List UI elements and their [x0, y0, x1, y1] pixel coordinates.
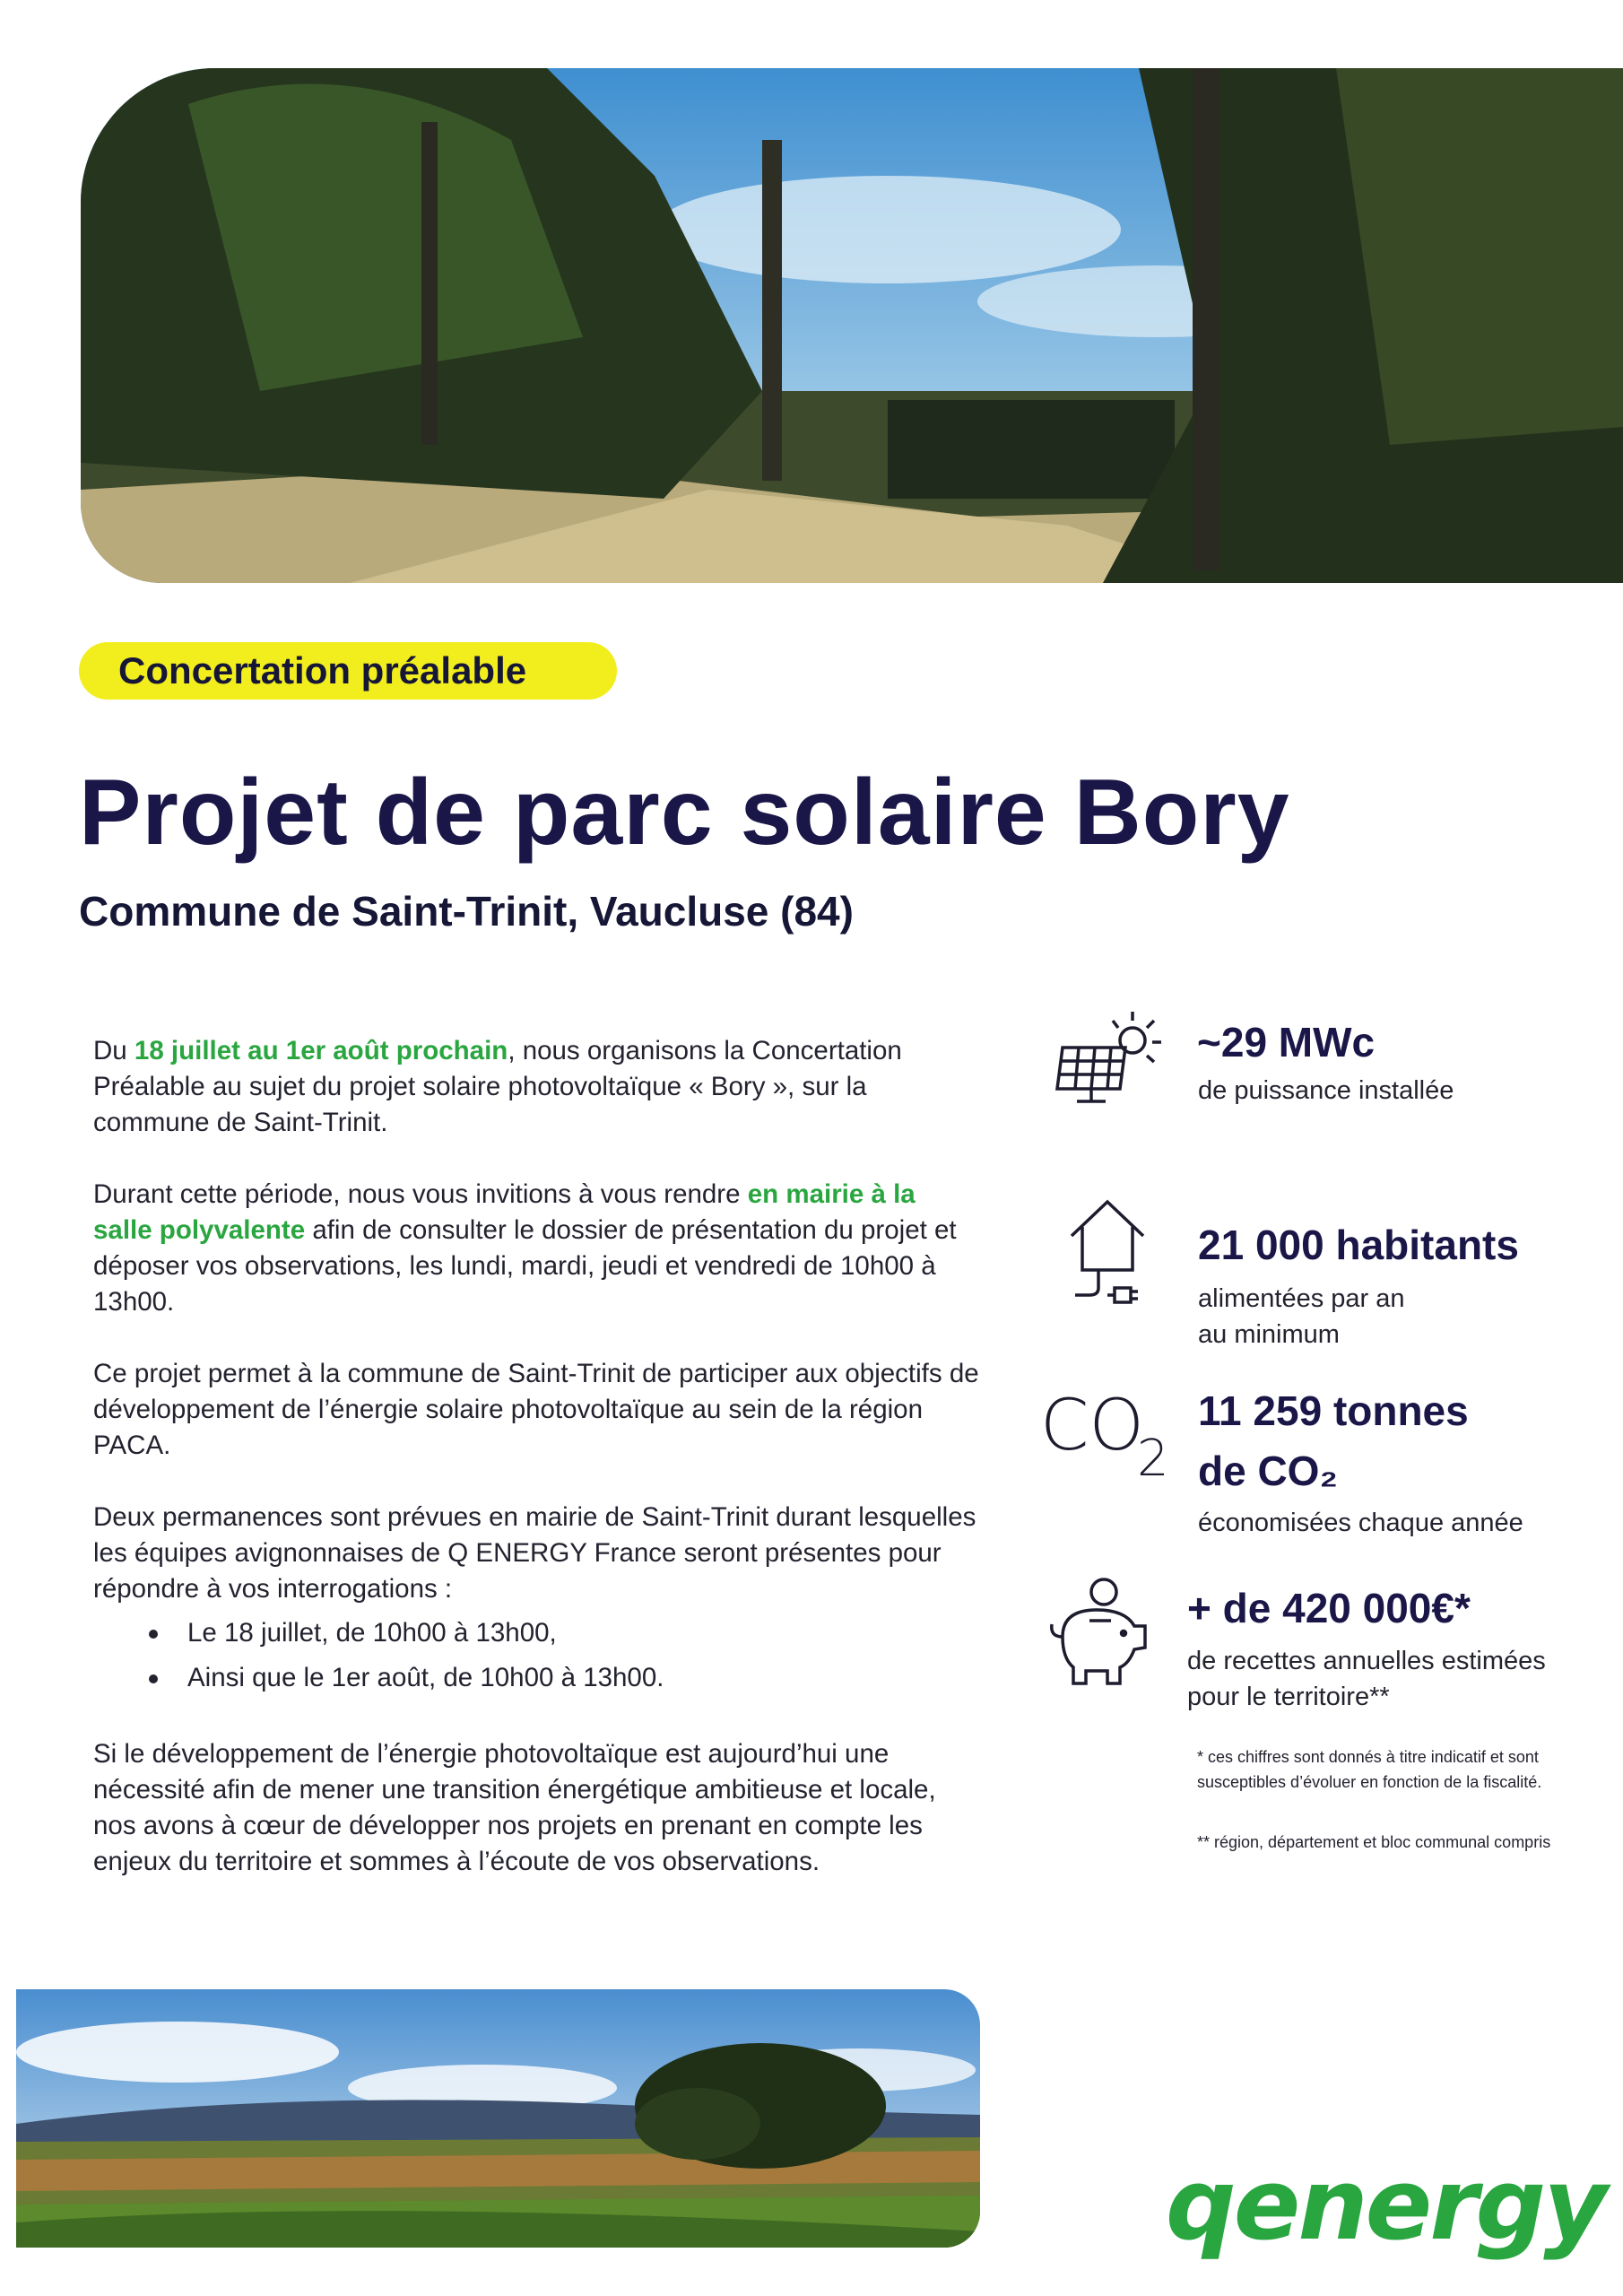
house-plug-icon: [1063, 1193, 1152, 1305]
body-text: [93, 1033, 981, 1916]
permanence-list: [93, 1611, 981, 1700]
hero-photo: [81, 68, 1623, 583]
highlight-location: en mairie à la salle polyvalente: [93, 1179, 916, 1245]
qenergy-logo: qenergy: [1166, 2147, 1605, 2262]
stat-homes-label-line2: au minimum: [1198, 1320, 1340, 1349]
paragraph-dates: Du 18 juillet au 1er août prochain, nous organisons la Concertation Préalable au sujet du projet solaire photovoltaïque « Bory », sur la commune de Saint-Trinit.: [93, 1036, 902, 1137]
page-subtitle: Commune de Saint-Trinit, Vaucluse (84): [79, 888, 854, 935]
paragraph-conclusion: Si le développement de l’énergie photovoltaïque est aujourd’hui une nécessité afin de mener une transition énergétique ambitieuse et locale, nos avons à cœur de développer nos projets en prenant en compte les enjeux du territoire et sommes à l’écoute de vos observations.: [93, 1739, 936, 1876]
list-item: Ainsi que le 1er août, de 10h00 à 13h00.: [93, 1656, 981, 1700]
stat-co2-label: économisées chaque année: [1198, 1509, 1523, 1537]
paragraph-objectives: Ce projet permet à la commune de Saint-Trinit de participer aux objectifs de développement de l’énergie solaire photovoltaïque au sein de la région PACA.: [93, 1359, 979, 1460]
paragraph-location: Durant cette période, nous vous invitions à vous rendre en mairie à la salle polyvalente afin de consulter le dossier de présentation du projet et déposer vos observations, les lundi, mardi, jeudi et vendredi de 10h00 à 13h00.: [93, 1179, 957, 1317]
stat-revenue-label-line1: de recettes annuelles estimées: [1187, 1647, 1546, 1675]
stat-revenue-label-line2: pour le territoire**: [1187, 1683, 1390, 1711]
stat-homes-value: 21 000 habitants: [1198, 1222, 1519, 1268]
piggy-bank-icon: [1045, 1574, 1152, 1691]
footnote-indicative: * ces chiffres sont donnés à titre indicatif et sont susceptibles d’évoluer en fonction de la fiscalité.: [1197, 1748, 1542, 1791]
footnote-region: ** région, département et bloc communal compris: [1197, 1833, 1551, 1851]
stat-power-value: ~29 MWc: [1197, 1019, 1376, 1065]
stat-co2-value-line1: 11 259 tonnes: [1198, 1387, 1469, 1434]
stat-homes-label-line1: alimentées par an: [1198, 1284, 1405, 1313]
highlight-dates: 18 juillet au 1er août prochain: [134, 1036, 508, 1065]
page-title: Projet de parc solaire Bory: [79, 761, 1290, 865]
co2-icon: CO 2: [1040, 1386, 1169, 1488]
stat-co2-value-line2: de CO₂: [1198, 1448, 1338, 1494]
stat-power-label: de puissance installée: [1198, 1076, 1454, 1105]
landscape-photo: [16, 1989, 980, 2248]
concertation-badge: Concertation préalable: [79, 642, 617, 700]
list-item: Le 18 juillet, de 10h00 à 13h00,: [93, 1611, 981, 1656]
paragraph-permanences: Deux permanences sont prévues en mairie de Saint-Trinit durant lesquelles les équipes avignonnaises de Q ENERGY France seront présentes pour répondre à vos interrogations :: [93, 1502, 976, 1604]
stat-revenue-value: + de 420 000€*: [1187, 1585, 1471, 1631]
solar-panel-icon: [1054, 1004, 1170, 1108]
